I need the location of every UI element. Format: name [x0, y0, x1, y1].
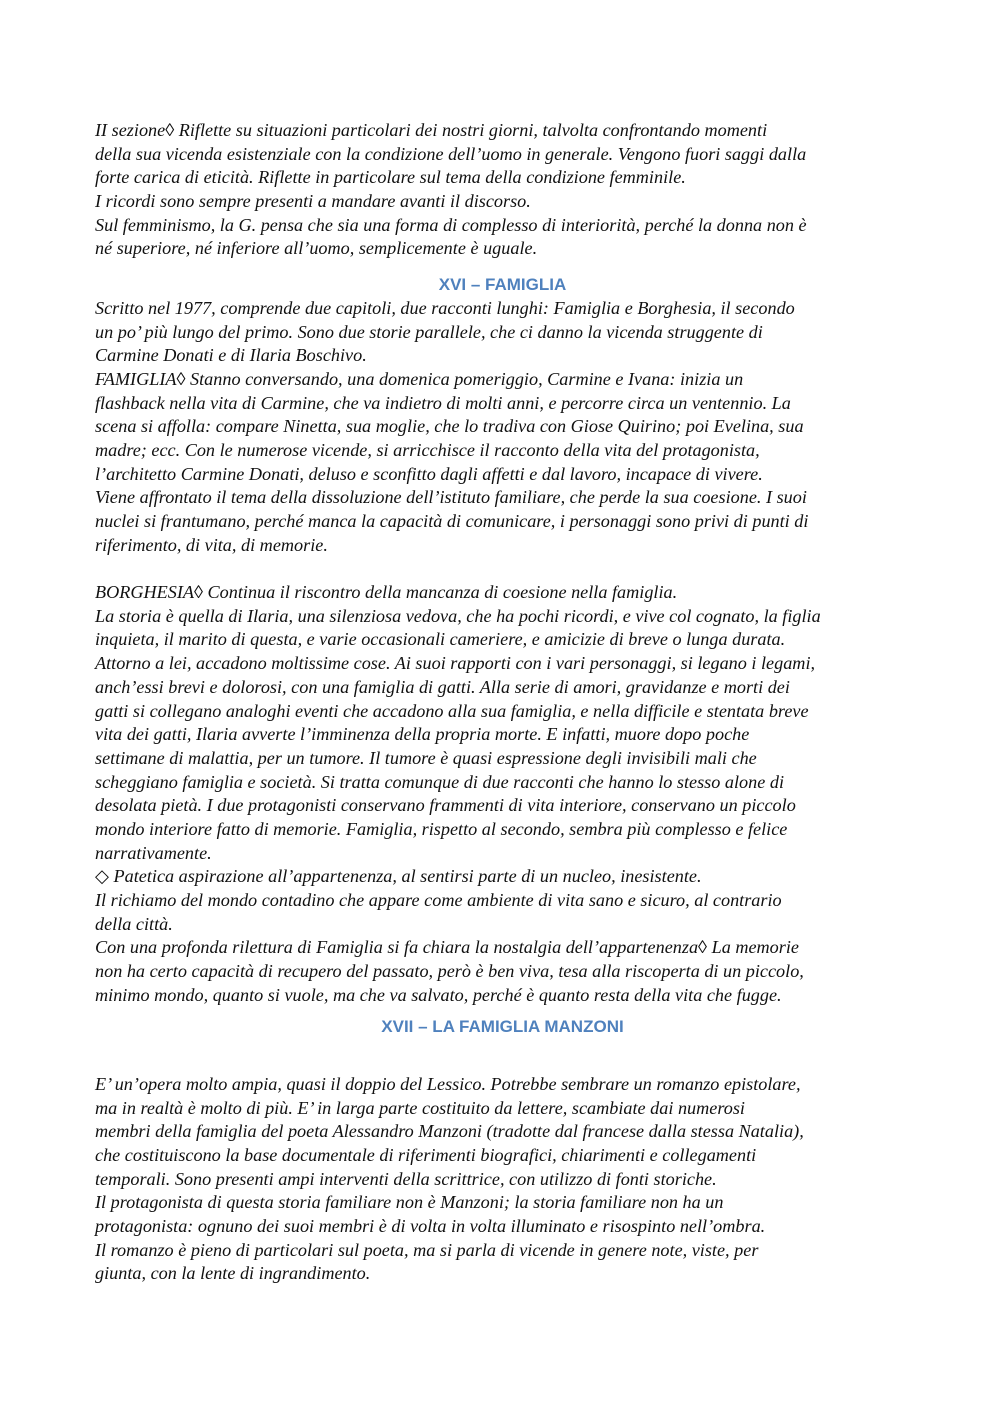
text-line: temporali. Sono presenti ampi interventi della scrittrice, con utilizzo di fonti storiche.: [95, 1168, 717, 1189]
heading-la-famiglia-manzoni: XVII – LA FAMIGLIA MANZONI: [381, 1017, 624, 1037]
text-line: II sezione◊ Riflette su situazioni particolari dei nostri giorni, talvolta confrontando momenti: [95, 120, 768, 140]
text-line: l’architetto Carmine Donati, deluso e sconfitto dagli affetti e dal lavoro, incapace di vivere.: [95, 463, 763, 484]
text-line: non ha certo capacità di recupero del passato, però è ben viva, tesa alla riscoperta di un piccolo,: [95, 961, 804, 982]
text-line: Carmine Donati e di Ilaria Boschivo.: [95, 345, 367, 366]
text-line: forte carica di eticità. Riflette in particolare sul tema della condizione femminile.: [95, 167, 686, 188]
text-line: Il romanzo è pieno di particolari sul poeta, ma si parla di vicende in genere note, viste, per: [95, 1239, 759, 1260]
borghesia-paragraph: [95, 581, 910, 1007]
section-intro-paragraph: [95, 119, 910, 261]
text-line: ma in realtà è molto di più. E’ in larga parte costituito da lettere, scambiate dai numerosi: [95, 1097, 745, 1118]
text-line: narrativamente.: [95, 842, 212, 863]
text-line: Con una profonda rilettura di Famiglia si fa chiara la nostalgia dell’appartenenza◊ La memorie: [95, 937, 799, 958]
manzoni-paragraph: [95, 1073, 910, 1286]
text-line: ◇ Patetica aspirazione all’appartenenza, al sentirsi parte di un nucleo, inesistente.: [95, 866, 702, 887]
famiglia-paragraph: [95, 297, 910, 558]
text-line: settimane di malattia, per un tumore. Il tumore è quasi espressione degli invisibili mali che: [95, 747, 757, 768]
text-line: La storia è quella di Ilaria, una silenziosa vedova, che ha pochi ricordi, e vive col cognato, la figlia: [95, 605, 821, 626]
text-line: Attorno a lei, accadono moltissime cose. Ai suoi rapporti con i vari personaggi, si legano i legami,: [95, 653, 816, 674]
text-line: flashback nella vita di Carmine, che va indietro di molti anni, e percorre circa un ventennio. La: [95, 392, 791, 413]
text-line: minimo mondo, quanto si vuole, ma che va salvato, perché è quanto resta della vita che fugge.: [95, 984, 782, 1005]
text-line: E’ un’opera molto ampia, quasi il doppio del Lessico. Potrebbe sembrare un romanzo epistolare,: [95, 1073, 801, 1094]
document-page: [95, 119, 910, 1286]
heading-famiglia: XVI – FAMIGLIA: [438, 275, 567, 295]
text-line: FAMIGLIA◊ Stanno conversando, una domenica pomeriggio, Carmine e Ivana: inizia un: [95, 368, 744, 389]
text-line: anch’essi brevi e dolorosi, con una famiglia di gatti. Alla serie di amori, gravidanze e morti dei: [95, 676, 790, 697]
text-line: vita dei gatti, Ilaria avverte l’imminenza della propria morte. E infatti, muore dopo poche: [95, 724, 750, 745]
text-line: scena si affolla: compare Ninetta, sua moglie, che lo tradiva con Giose Quirino; poi Evelina, sua: [95, 416, 804, 437]
text-line: I ricordi sono sempre presenti a mandare avanti il discorso.: [95, 191, 531, 212]
text-line: Il protagonista di questa storia familiare non è Manzoni; la storia familiare non ha un: [95, 1192, 724, 1213]
text-line: protagonista: ognuno dei suoi membri è di volta in volta illuminato e risospinto nell’ombra.: [95, 1215, 766, 1236]
text-line: Sul femminismo, la G. pensa che sia una forma di complesso di interiorità, perché la donna non è: [95, 214, 807, 235]
text-line: gatti si collegano analoghi eventi che accadono alla sua famiglia, e nella difficile e stentata breve: [95, 700, 809, 721]
text-line: riferimento, di vita, di memorie.: [95, 534, 328, 555]
text-line: che costituiscono la base documentale di riferimenti biografici, chiarimenti e collegamenti: [95, 1144, 757, 1165]
text-line: inquieta, il marito di questa, e varie occasionali cameriere, e amicizie di breve o lunga durata.: [95, 629, 786, 650]
text-line: madre; ecc. Con le numerose vicende, si arricchisce il racconto della vita del protagonista,: [95, 439, 760, 460]
text-line: Il richiamo del mondo contadino che appare come ambiente di vita sano e sicuro, al contrario: [95, 890, 782, 910]
text-line: né superiore, né inferiore all’uomo, semplicemente è uguale.: [95, 238, 538, 259]
text-line: nuclei si frantumano, perché manca la capacità di comunicare, i personaggi sono privi di punti di: [95, 511, 809, 531]
text-line: giunta, con la lente di ingrandimento.: [95, 1263, 371, 1284]
text-line: mondo interiore fatto di memorie. Famiglia, rispetto al secondo, sembra più complesso e felice: [95, 818, 788, 839]
text-line: della città.: [95, 913, 173, 934]
text-line: della sua vicenda esistenziale con la condizione dell’uomo in generale. Vengono fuori saggi dalla: [95, 143, 807, 164]
text-line: BORGHESIA◊ Continua il riscontro della mancanza di coesione nella famiglia.: [95, 582, 678, 603]
text-line: Viene affrontato il tema della dissoluzione dell’istituto familiare, che perde la sua coesione. I suoi: [95, 487, 807, 508]
text-line: un po’ più lungo del primo. Sono due storie parallele, che ci danno la vicenda struggente di: [95, 321, 763, 342]
text-line: Scritto nel 1977, comprende due capitoli, due racconti lunghi: Famiglia e Borghesia, il secondo: [95, 297, 795, 318]
text-line: desolata pietà. I due protagonisti conservano frammenti di vita interiore, conservano un piccolo: [95, 795, 796, 816]
text-line: membri della famiglia del poeta Alessandro Manzoni (tradotte dal francese dalla stessa Natalia),: [95, 1121, 804, 1142]
text-line: scheggiano famiglia e società. Si tratta comunque di due racconti che hanno lo stesso alone di: [95, 771, 785, 792]
